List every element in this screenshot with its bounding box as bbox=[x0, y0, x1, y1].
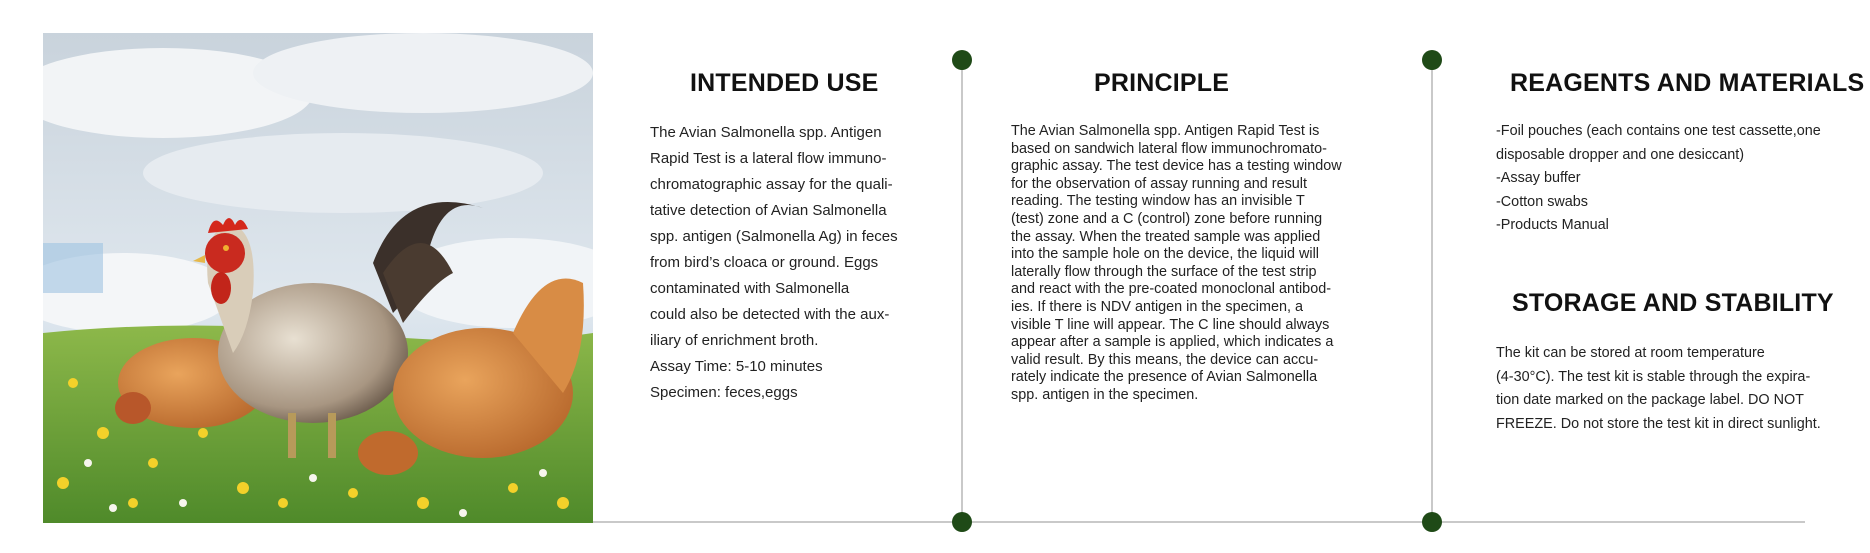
text-line: Assay Time: 5-10 minutes bbox=[650, 358, 823, 375]
reagents-list bbox=[1496, 120, 1856, 238]
list-item: -Cotton swabs bbox=[1496, 193, 1588, 210]
text-line: from bird’s cloaca or ground. Eggs bbox=[650, 254, 879, 271]
list-item: -Products Manual bbox=[1496, 217, 1609, 233]
list-item: -Assay buffer bbox=[1496, 170, 1581, 186]
text-line: spp. antigen (Salmonella Ag) in feces bbox=[650, 228, 898, 245]
text-line: and react with the pre-coated monoclonal antibod- bbox=[1011, 281, 1331, 298]
text-line: visible T line will appear. The C line should always bbox=[1011, 316, 1330, 333]
text-line: The kit can be stored at room temperature bbox=[1496, 345, 1765, 361]
principle-heading: PRINCIPLE bbox=[1094, 69, 1230, 97]
timeline-divider-1 bbox=[961, 60, 963, 522]
text-line: could also be detected with the aux- bbox=[650, 306, 890, 323]
text-line: the assay. When the treated sample was applied bbox=[1011, 228, 1321, 245]
text-line: valid result. By this means, the device can accu- bbox=[1011, 351, 1319, 368]
text-line: spp. antigen in the specimen. bbox=[1011, 386, 1199, 403]
text-line: (4-30°C). The test kit is stable through the expira- bbox=[1496, 368, 1811, 385]
text-line: The Avian Salmonella spp. Antigen Rapid Test is bbox=[1011, 123, 1320, 139]
text-line: Specimen: feces,eggs bbox=[650, 384, 798, 401]
chickens-photo bbox=[43, 33, 593, 523]
timeline-dot-top-2 bbox=[1422, 50, 1442, 70]
timeline-dot-top-1 bbox=[952, 50, 972, 70]
principle-text bbox=[1011, 123, 1376, 405]
intended-use-heading: INTENDED USE bbox=[690, 69, 879, 97]
text-line: tative detection of Avian Salmonella bbox=[650, 202, 887, 219]
text-line: The Avian Salmonella spp. Antigen bbox=[650, 124, 882, 141]
list-item: -Foil pouches (each contains one test cassette,one bbox=[1496, 123, 1821, 139]
timeline-horizontal-line bbox=[593, 521, 1805, 523]
timeline-divider-2 bbox=[1431, 60, 1433, 522]
timeline-dot-bottom-1 bbox=[952, 512, 972, 532]
text-line: reading. The testing window has an invisible T bbox=[1011, 193, 1305, 210]
text-line: graphic assay. The test device has a testing window bbox=[1011, 158, 1342, 175]
text-line: chromatographic assay for the quali- bbox=[650, 176, 893, 193]
text-line: contaminated with Salmonella bbox=[650, 280, 850, 297]
storage-heading: STORAGE AND STABILITY bbox=[1512, 289, 1834, 317]
text-line: appear after a sample is applied, which indicates a bbox=[1011, 334, 1334, 351]
text-line: laterally flow through the surface of the test strip bbox=[1011, 263, 1317, 280]
list-item: disposable dropper and one desiccant) bbox=[1496, 146, 1745, 163]
text-line: rately indicate the presence of Avian Salmonella bbox=[1011, 369, 1318, 386]
timeline-dot-bottom-2 bbox=[1422, 512, 1442, 532]
reagents-heading: REAGENTS AND MATERIALS bbox=[1510, 69, 1865, 97]
text-line: FREEZE. Do not store the test kit in direct sunlight. bbox=[1496, 415, 1821, 432]
text-line: tion date marked on the package label. DO NOT bbox=[1496, 392, 1804, 408]
text-line: (test) zone and a C (control) zone before running bbox=[1011, 210, 1323, 227]
text-line: based on sandwich lateral flow immunochromato- bbox=[1011, 140, 1327, 157]
text-line: ies. If there is NDV antigen in the specimen, a bbox=[1011, 298, 1303, 315]
text-line: into the sample hole on the device, the liquid will bbox=[1011, 246, 1319, 263]
chickens-illustration bbox=[43, 33, 593, 523]
text-line: for the observation of assay running and result bbox=[1011, 175, 1307, 192]
text-line: Rapid Test is a lateral flow immuno- bbox=[650, 150, 887, 167]
text-line: iliary of enrichment broth. bbox=[650, 332, 819, 349]
intended-use-text bbox=[650, 120, 920, 406]
storage-text bbox=[1496, 342, 1856, 436]
